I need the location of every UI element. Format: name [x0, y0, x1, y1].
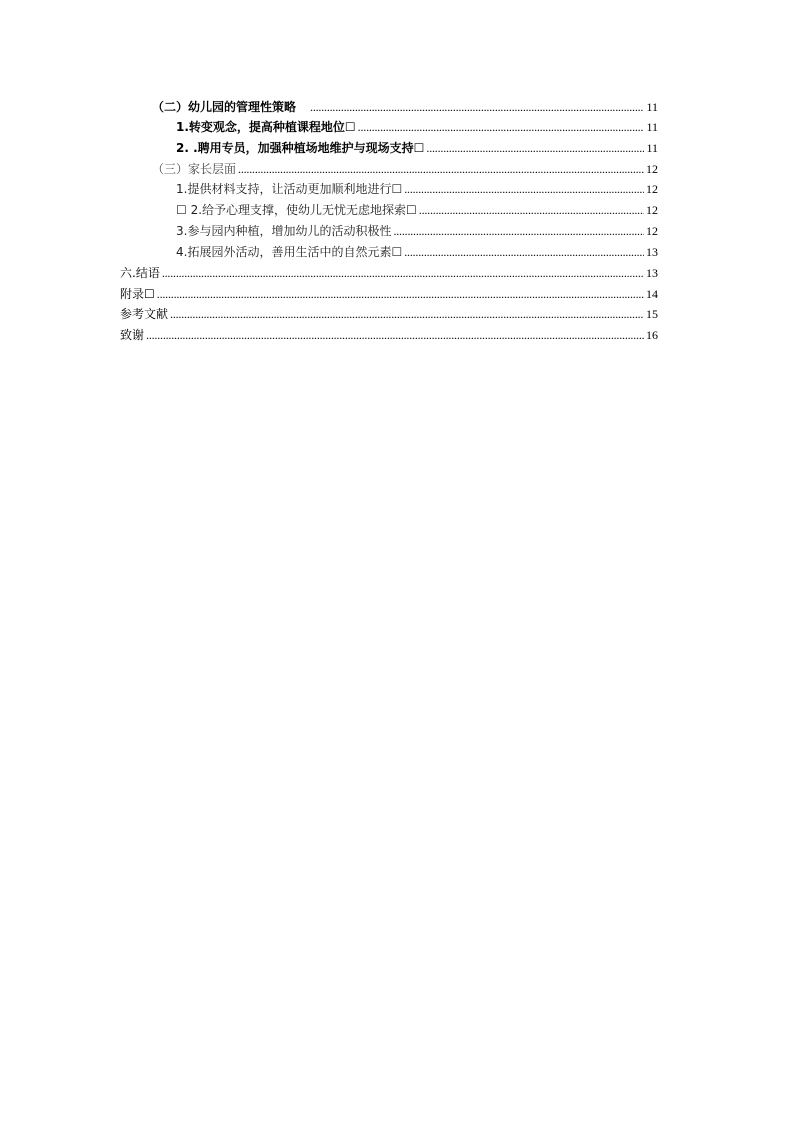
toc-leader-dots: [404, 245, 644, 259]
toc-entry[interactable]: [176, 141, 658, 155]
toc-entry-page: 15: [646, 307, 658, 321]
toc-entry[interactable]: [176, 182, 658, 196]
toc-entry[interactable]: [120, 307, 658, 321]
toc-leader-dots: [393, 224, 644, 238]
toc-leader-dots: [404, 182, 644, 196]
toc-leader-dots: [358, 120, 645, 134]
toc-entry-page: 14: [646, 287, 658, 301]
toc-entry-page: 12: [646, 182, 658, 196]
toc-entry[interactable]: [120, 266, 658, 280]
toc-entry-label: 2. .聘用专员，加强种植场地维护与现场支持☐: [176, 141, 425, 155]
toc-leader-dots: [170, 307, 644, 321]
toc-entry-page: 16: [646, 328, 658, 342]
toc-entry-page: 12: [646, 162, 658, 176]
toc-entry-label: 六.结语: [120, 266, 160, 280]
toc-entry-page: 12: [646, 224, 658, 238]
toc-entry[interactable]: [176, 120, 658, 134]
toc-entry-label: 1.转变观念，提高种植课程地位☐: [176, 120, 356, 134]
toc-entry-page: 13: [646, 245, 658, 259]
toc-entry-label: 参考文献: [120, 307, 169, 321]
toc-entry[interactable]: [176, 203, 658, 217]
toc-entry[interactable]: [176, 245, 658, 259]
toc-entry-page: 13: [646, 266, 658, 280]
toc-leader-dots: [419, 203, 644, 217]
toc-entry-label: 1.提供材料支持，让活动更加顺利地进行☐: [176, 182, 403, 196]
toc-entry-label: ☐ 2.给予心理支撑，使幼儿无忧无虑地探索☐: [176, 203, 417, 217]
toc-entry-page: 11: [646, 100, 658, 114]
toc-entry-page: 11: [646, 120, 658, 134]
toc-entry[interactable]: [120, 328, 658, 342]
toc-entry[interactable]: [152, 100, 658, 114]
toc-entry-label: 附录☐: [120, 287, 155, 301]
toc-leader-dots: [426, 141, 644, 155]
toc-leader-dots: [162, 266, 644, 280]
toc-leader-dots: [238, 162, 644, 176]
toc-entry-label: 4.拓展园外活动，善用生活中的自然元素☐: [176, 245, 403, 259]
toc-leader-dots: [157, 287, 644, 301]
toc-entry[interactable]: [176, 224, 658, 238]
toc-entry[interactable]: [152, 162, 658, 176]
toc-entry-page: 12: [646, 203, 658, 217]
toc-entry-label: 3.参与园内种植，增加幼儿的活动积极性: [176, 224, 392, 238]
toc-entry-label: （三）家长层面: [152, 162, 237, 176]
toc-entry-label: 致谢: [120, 328, 145, 342]
toc-entry-label: （二）幼儿园的管理性策略: [152, 100, 297, 114]
toc-entry-page: 11: [646, 141, 658, 155]
toc-leader-dots: [146, 328, 644, 342]
toc-entry[interactable]: [120, 287, 658, 301]
toc-leader-dots: [310, 100, 644, 114]
